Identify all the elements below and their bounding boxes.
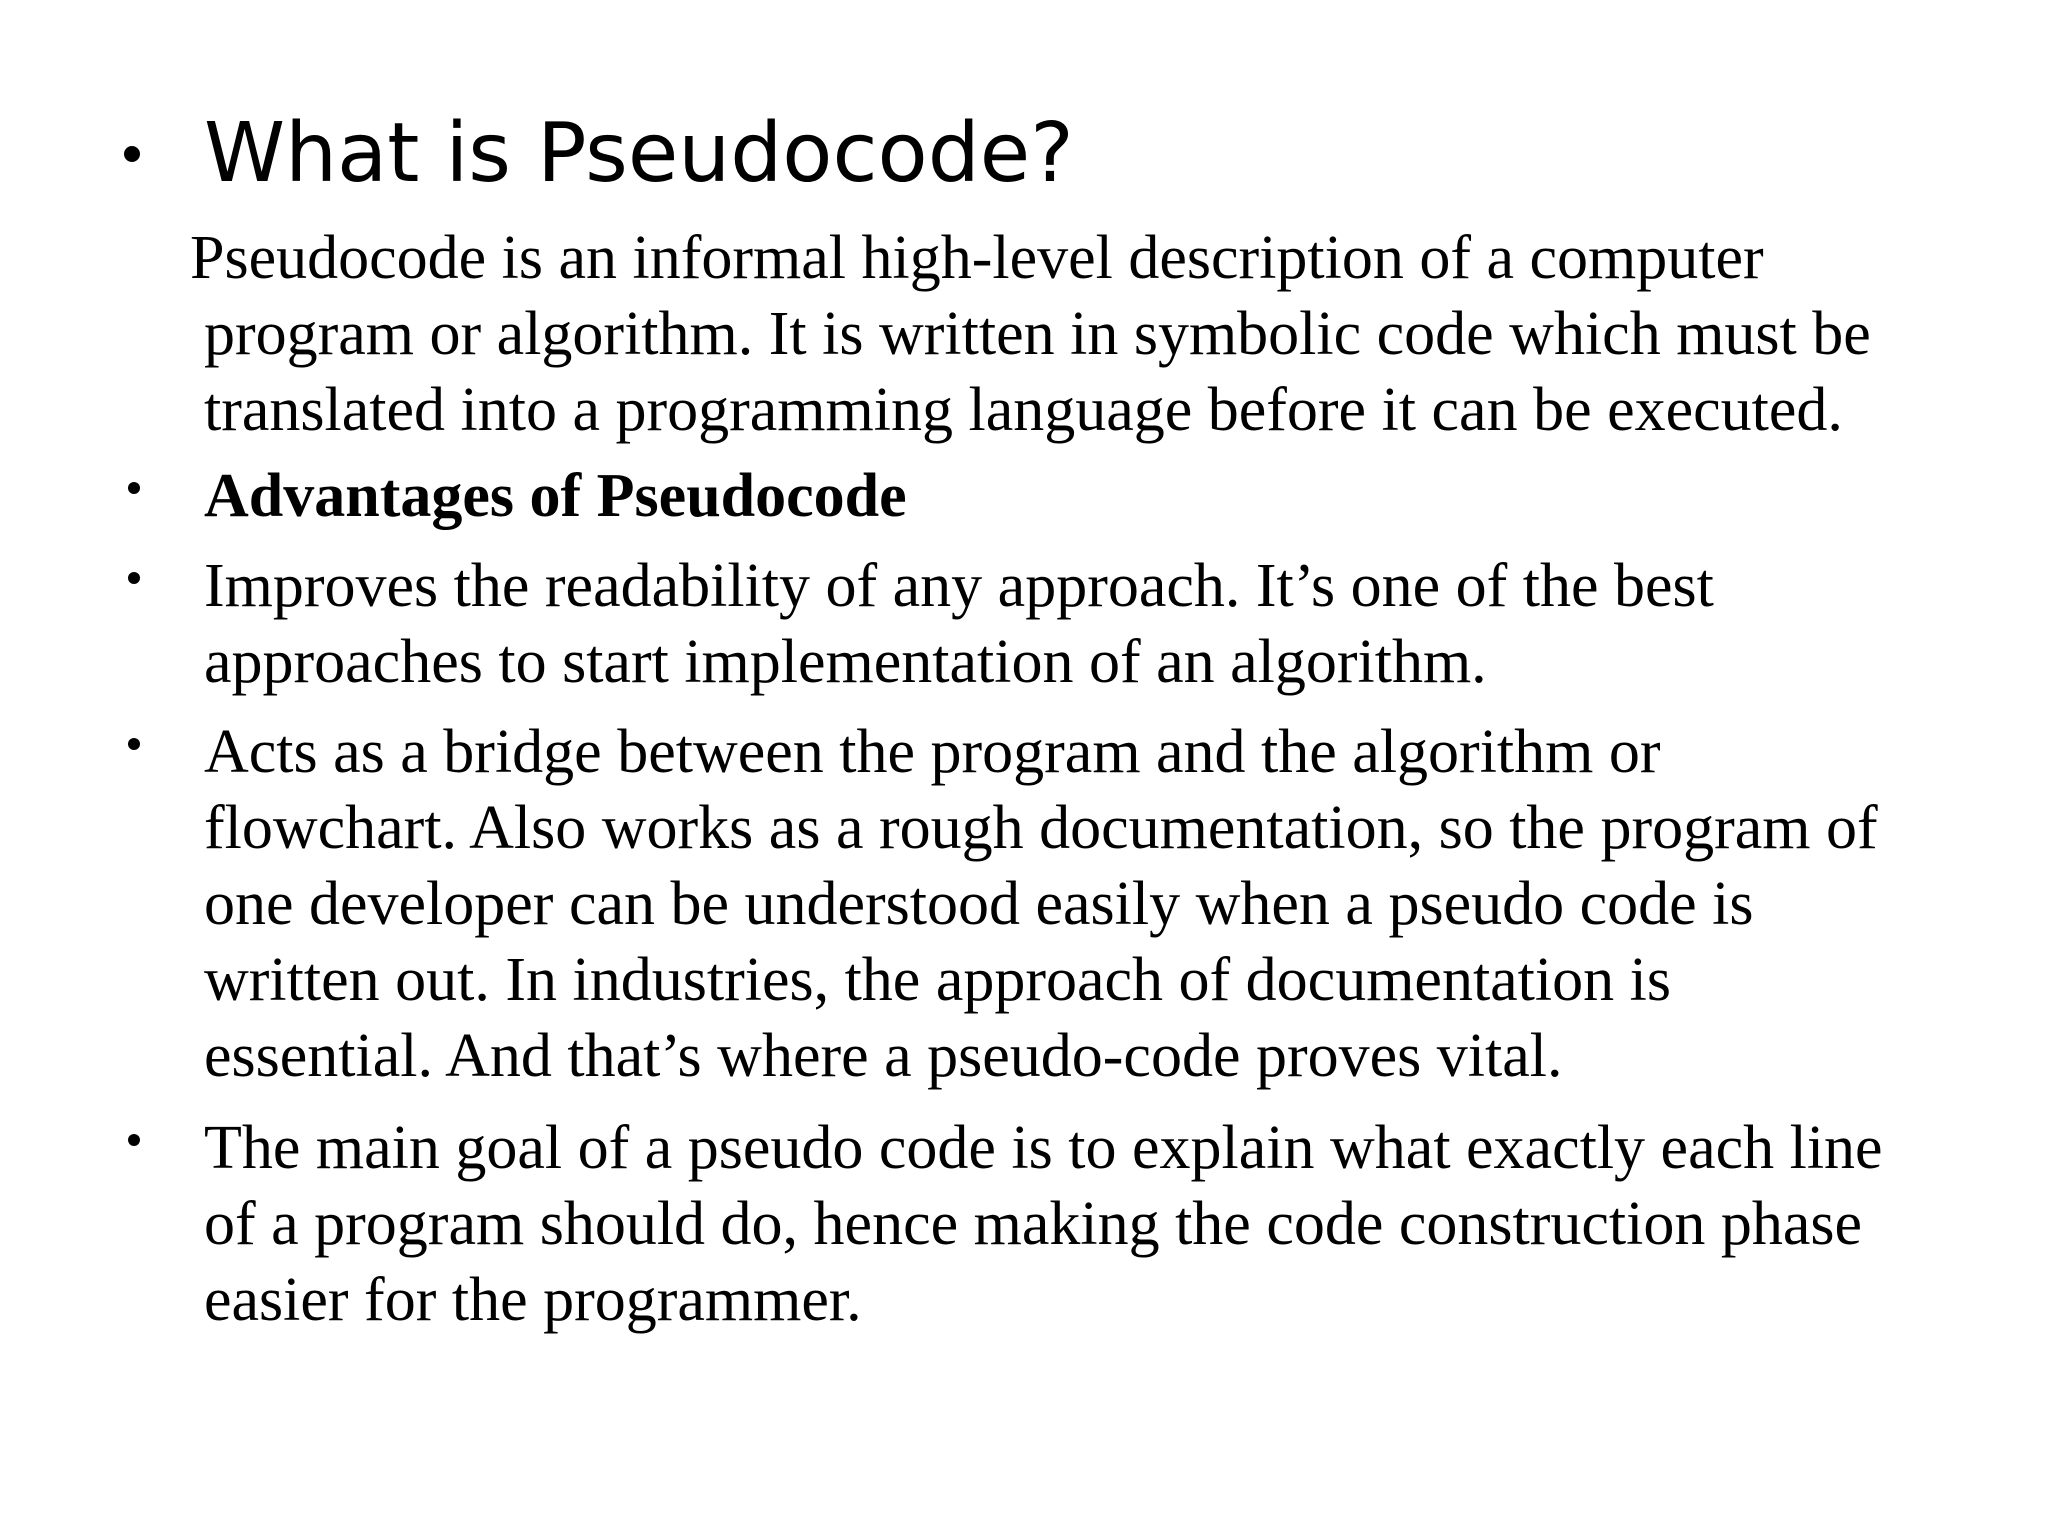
- definition-paragraph: [190, 220, 1871, 448]
- slide-heading: What is Pseudocode?: [204, 106, 1074, 201]
- bullet-dot: [124, 146, 140, 162]
- advantages-heading: Advantages of Pseudocode: [204, 462, 907, 530]
- advantage-bullet: [204, 714, 1878, 1094]
- bullet-line: approaches to start implementation of an algorithm.: [204, 628, 1487, 696]
- bullet-line: one developer can be understood easily when a pseudo code is: [204, 870, 1754, 938]
- bullet-line: written out. In industries, the approach of documentation is: [204, 946, 1671, 1014]
- bullet-dot: [128, 738, 140, 750]
- bullet-line: of a program should do, hence making the code construction phase: [204, 1190, 1863, 1258]
- bullet-dot: [128, 572, 140, 584]
- definition-line: translated into a programming language before it can be executed.: [204, 376, 1843, 444]
- advantage-bullet: [204, 1110, 1883, 1338]
- bullet-line: The main goal of a pseudo code is to explain what exactly each line: [204, 1114, 1883, 1182]
- bullet-dot: [128, 482, 140, 494]
- bullet-dot: [128, 1134, 140, 1146]
- definition-line: program or algorithm. It is written in symbolic code which must be: [204, 300, 1871, 368]
- bullet-line: easier for the programmer.: [204, 1266, 862, 1334]
- bullet-line: Improves the readability of any approach. It’s one of the best: [204, 552, 1714, 620]
- bullet-line: essential. And that’s where a pseudo-code proves vital.: [204, 1022, 1563, 1090]
- bullet-line: Acts as a bridge between the program and the algorithm or: [204, 718, 1661, 786]
- definition-line: Pseudocode is an informal high-level description of a computer: [190, 224, 1764, 292]
- bullet-line: flowchart. Also works as a rough documentation, so the program of: [204, 794, 1878, 862]
- advantage-bullet: [204, 548, 1714, 700]
